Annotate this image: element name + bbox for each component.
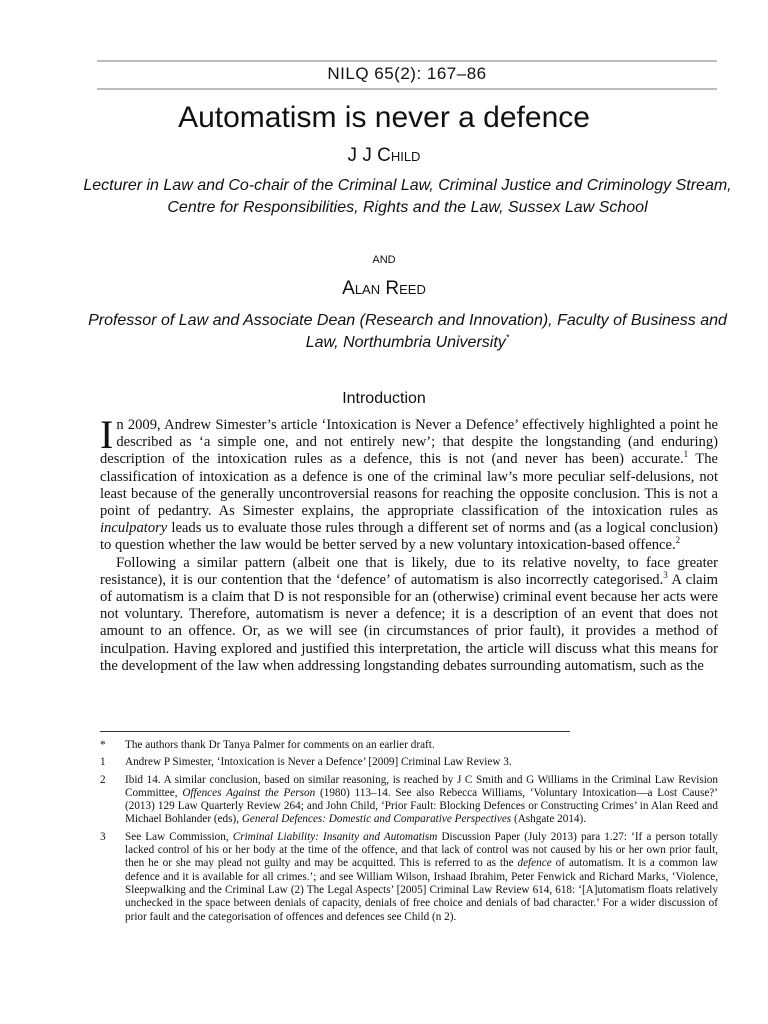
footnote-3-text-b: Discussion Paper (July 2013) para 1.27: ‘If a person totally lacked control of his or her body at the time of the offence, and that lack of control was not caused by his or her own prior fault, then he or she may plead not guilty and may be acquitted. This is referred to as the bbox=[125, 830, 719, 870]
paragraph-1-text-a: n 2009, Andrew Simester’s article ‘Intoxication is Never a Defence’ effectively highlighted a point he described as ‘a simple one, and not entirely new’; that despite the longstanding (and enduring) description of the intoxication rules as a defence, this is not (and never has been) accurate. bbox=[100, 417, 718, 468]
paragraph-1-text-b: The classification of intoxication as a defence is one of the criminal law’s more peculiar self-delusions, not least because of the generally uncontroversial reasons for reaching the opposite conclusion. This is not a point of pedantry. As Simester explains, the appropriate classification of the intoxication rules as bbox=[100, 451, 718, 520]
footnote-2-title-a: Offences Against the Person bbox=[182, 786, 316, 799]
and-separator: and bbox=[372, 250, 396, 267]
footnote-1 bbox=[100, 756, 718, 769]
footnote-separator bbox=[100, 731, 570, 732]
article-title: Automatism is never a defence bbox=[178, 101, 590, 134]
footnote-mark: 2 bbox=[100, 773, 106, 786]
paragraph-2-text-a: Following a similar pattern (albeit one that is likely, due to its relative novelty, to face greater resistance), it is our contention that the ‘defence’ of automatism is also incorrectly categorised. bbox=[100, 554, 718, 588]
footnote-3 bbox=[100, 831, 718, 924]
paragraph-1-emphasis: inculpatory bbox=[100, 520, 168, 537]
footnote-ref-2[interactable]: 2 bbox=[675, 535, 681, 546]
section-heading: Introduction bbox=[342, 390, 426, 407]
footnote-2-text-a: Ibid 14. A similar conclusion, based on similar reasoning, is reached by J C Smith and G Williams in the Criminal Law Revision Committee, bbox=[125, 773, 718, 799]
footnote-2 bbox=[100, 774, 718, 827]
author-name-1: J J Child bbox=[347, 145, 421, 166]
footnote-2-title-b: General Defences: Domestic and Comparative Perspectives bbox=[241, 813, 512, 826]
footnotes bbox=[100, 739, 718, 928]
footnote-3-text-a: See Law Commission, bbox=[125, 830, 233, 843]
footnote-3-text-c: of automatism. It is a common law defence and it is available for all crimes.’; and see William Wilson, Irshaad Ibrahim, Peter Fenwick and Richard Marks, ‘Violence, Sleepwalking and the Criminal Law (2) The Legal Aspects’ [2005] Criminal Law Review 614, 618: ‘[A]utomatism floats relatively unchecked in the space between denials of capacity, denials of free choice and denials of bad character.’ For a wider discussion of prior fault and the categorisation of offences and defences see Child (n 2). bbox=[125, 857, 718, 923]
footnote-mark: 3 bbox=[100, 830, 106, 843]
paragraph-1-text-c: leads us to evaluate those rules through a different set of norms and (as a logical conclusion) to question whether the law would be better served by a new voluntary intoxication-based offence. bbox=[100, 520, 718, 554]
header-top-rule bbox=[97, 60, 717, 62]
author-affiliation-2 bbox=[70, 310, 745, 354]
footnote-ref-3[interactable]: 3 bbox=[663, 569, 668, 580]
body-text bbox=[100, 412, 719, 675]
footnote-text bbox=[125, 774, 718, 827]
footnote-ref-1[interactable]: 1 bbox=[683, 449, 689, 460]
journal-reference: NILQ 65(2): 167–86 bbox=[327, 64, 487, 83]
paragraph-2 bbox=[100, 555, 718, 675]
header-bottom-rule bbox=[97, 88, 717, 90]
footnote-2-text-c: (Ashgate 2014). bbox=[511, 813, 587, 826]
footnote-mark: * bbox=[100, 739, 106, 751]
author-note-mark: * bbox=[505, 332, 510, 343]
footnote-3-title: Criminal Liability: Insanity and Automatism bbox=[232, 830, 438, 843]
paragraph-1 bbox=[100, 412, 718, 555]
footnote-mark: 1 bbox=[100, 756, 106, 769]
footnote-text bbox=[125, 831, 718, 924]
footnote-star bbox=[100, 739, 718, 752]
author-name-2: Alan Reed bbox=[342, 278, 426, 299]
footnote-text: The authors thank Dr Tanya Palmer for comments on an earlier draft. bbox=[125, 739, 435, 751]
footnote-text: Andrew P Simester, ‘Intoxication is Never a Defence’ [2009] Criminal Law Review 3. bbox=[125, 756, 512, 769]
footnote-3-emphasis: defence bbox=[517, 857, 552, 870]
author-affiliation-1: Lecturer in Law and Co-chair of the Criminal Law, Criminal Justice and Criminology Stream, Centre for Responsibilities, Rights and the Law, Sussex Law School bbox=[83, 177, 732, 216]
footnote-2-text-b: (1980) 113–14. See also Rebecca Williams, ‘Voluntary Intoxication—a Lost Cause?’ (2013) 129 Law Quarterly Review 264; and John Child, ‘Prior Fault: Blocking Defences or Constructing Crimes’ in Alan Reed and Michael Bohlander (eds), bbox=[125, 786, 718, 826]
paragraph-2-text-b: A claim of automatism is a claim that D is not responsible for an (otherwise) criminal event because her acts were not voluntary. Therefore, automatism is never a defence; it is a description of an event that does not amount to an offence. Or, as we will see (in circumstances of prior fault), it provides a method of inculpation. Having explored and justified this interpretation, the article will discuss what this means for the development of the law when addressing longstanding debates surrounding automatism, such as the bbox=[100, 571, 719, 674]
drop-cap: I bbox=[100, 412, 114, 457]
author-affiliation-2-text: Professor of Law and Associate Dean (Research and Innovation), Faculty of Business and Law, Northumbria University bbox=[88, 312, 727, 351]
